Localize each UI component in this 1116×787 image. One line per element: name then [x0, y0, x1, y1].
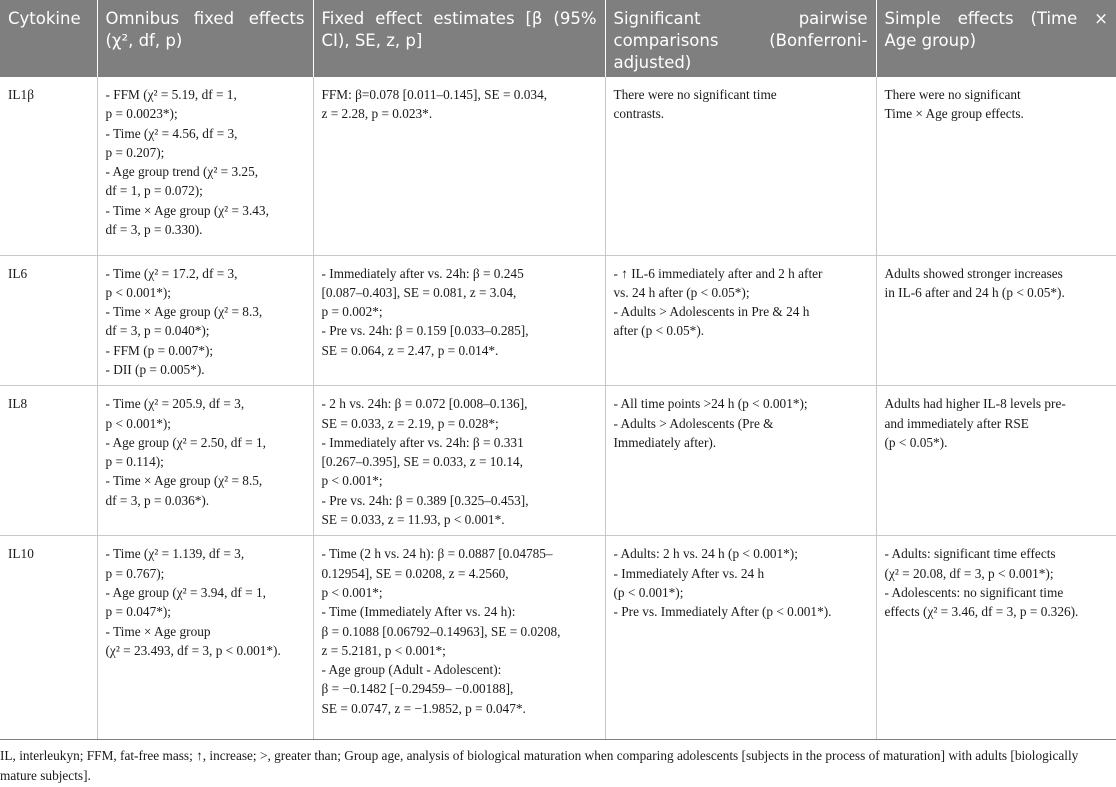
- cell-line: β = 0.1088 [0.06792–0.14963], SE = 0.0208,: [321, 623, 561, 639]
- cell-line: df = 3, p = 0.330).: [105, 222, 203, 238]
- cell-line: - Time (χ² = 4.56, df = 3,: [105, 125, 238, 141]
- cell-line: - Adults > Adolescents (Pre &: [613, 415, 774, 431]
- estimates-cell: [313, 255, 605, 386]
- cell-line: after (p < 0.05*).: [613, 323, 705, 339]
- omnibus-cell: [97, 536, 313, 740]
- simple-effects-cell: [876, 536, 1116, 740]
- cell-line: (χ² = 20.08, df = 3, p < 0.001*);: [884, 565, 1054, 581]
- pairwise-cell: [605, 77, 876, 255]
- cell-line: There were no significant: [884, 87, 1021, 102]
- table-footnote: IL, interleukyn; FFM, fat-free mass; ↑, increase; >, greater than; Group age, analysis of biological maturation when comparing adolescents [subjects in the process of maturation] with adults [biologically mature subjects].: [0, 748, 1079, 783]
- cell-line: [0.267–0.395], SE = 0.033, z = 10.14,: [321, 454, 524, 470]
- cell-line: z = 5.2181, p < 0.001*;: [321, 642, 446, 658]
- cell-line: [0.087–0.403], SE = 0.081, z = 3.04,: [321, 284, 517, 300]
- header-omnibus: Omnibus fixed effects (χ², df, p): [97, 0, 313, 77]
- cell-line: in IL-6 after and 24 h (p < 0.05*).: [884, 284, 1065, 300]
- cytokine-cell: IL8: [0, 386, 97, 536]
- pairwise-cell: [605, 386, 876, 536]
- simple-effects-cell: [876, 77, 1116, 255]
- cell-line: (χ² = 23.493, df = 3, p < 0.001*).: [105, 642, 281, 658]
- cell-line: z = 2.28, p = 0.023*.: [321, 106, 433, 122]
- cell-line: - DII (p = 0.005*).: [105, 361, 205, 377]
- cell-line: - Adults > Adolescents in Pre & 24 h: [613, 304, 810, 320]
- cell-line: - Time × Age group: [105, 623, 211, 639]
- cell-line: contrasts.: [613, 106, 665, 122]
- header-pairwise: Significant pairwise comparisons (Bonferroni-adjusted): [605, 0, 876, 77]
- cell-line: 0.12954], SE = 0.0208, z = 4.2560,: [321, 565, 509, 581]
- omnibus-cell: [97, 255, 313, 386]
- cell-line: - Age group (Adult - Adolescent):: [321, 662, 502, 678]
- estimates-cell: [313, 536, 605, 740]
- cytokine-cell: IL1β: [0, 77, 97, 255]
- cell-line: df = 1, p = 0.072);: [105, 183, 203, 199]
- cell-line: - Time (χ² = 1.139, df = 3,: [105, 546, 245, 562]
- cell-line: - Pre vs. 24h: β = 0.389 [0.325–0.453],: [321, 492, 529, 508]
- cell-line: df = 3, p = 0.036*).: [105, 492, 210, 508]
- cell-line: - Pre vs. Immediately After (p < 0.001*).: [613, 604, 832, 620]
- simple-effects-cell: [876, 386, 1116, 536]
- cytokine-cell: IL10: [0, 536, 97, 740]
- cell-line: Adults had higher IL-8 levels pre-: [884, 396, 1066, 412]
- cell-line: p < 0.001*;: [321, 473, 383, 489]
- cell-line: and immediately after RSE: [884, 415, 1029, 431]
- cell-line: - Age group (χ² = 3.94, df = 1,: [105, 584, 266, 600]
- cell-line: SE = 0.064, z = 2.47, p = 0.014*.: [321, 342, 499, 358]
- cell-line: - Time (χ² = 205.9, df = 3,: [105, 396, 245, 412]
- cell-line: - Pre vs. 24h: β = 0.159 [0.033–0.285],: [321, 323, 529, 339]
- header-row: [0, 0, 1116, 77]
- cell-line: β = −0.1482 [−0.29459– −0.00188],: [321, 681, 514, 697]
- cell-line: p < 0.001*);: [105, 284, 171, 300]
- cell-line: p < 0.001*;: [321, 584, 383, 600]
- header-estimates: Fixed effect estimates [β (95% CI), SE, z, p]: [313, 0, 605, 77]
- cell-line: df = 3, p = 0.040*);: [105, 323, 210, 339]
- cell-line: p = 0.047*);: [105, 604, 171, 620]
- cell-line: p = 0.002*;: [321, 304, 383, 320]
- cell-line: - Time × Age group (χ² = 3.43,: [105, 202, 269, 218]
- cell-line: FFM: β=0.078 [0.011–0.145], SE = 0.034,: [321, 87, 548, 102]
- cell-line: - Immediately After vs. 24 h: [613, 565, 765, 581]
- cell-line: Time × Age group effects.: [884, 106, 1024, 122]
- cell-line: (p < 0.05*).: [884, 434, 948, 450]
- header-simple-effects: Simple effects (Time × Age group): [876, 0, 1116, 77]
- cell-line: - Age group (χ² = 2.50, df = 1,: [105, 434, 266, 450]
- cell-line: - Age group trend (χ² = 3.25,: [105, 164, 259, 180]
- cell-line: effects (χ² = 3.46, df = 3, p = 0.326).: [884, 604, 1079, 620]
- table-row: [0, 77, 1116, 255]
- cell-line: - Time (2 h vs. 24 h): β = 0.0887 [0.04785–: [321, 546, 553, 562]
- cell-line: vs. 24 h after (p < 0.05*);: [613, 284, 750, 300]
- cell-line: p < 0.001*);: [105, 415, 171, 431]
- cell-line: - Time × Age group (χ² = 8.5,: [105, 473, 263, 489]
- omnibus-cell: [97, 77, 313, 255]
- cell-line: p = 0.207);: [105, 144, 165, 160]
- cell-line: - Adults: significant time effects: [884, 546, 1056, 562]
- omnibus-cell: [97, 386, 313, 536]
- cell-line: Immediately after).: [613, 434, 717, 450]
- cell-line: - FFM (χ² = 5.19, df = 1,: [105, 87, 237, 102]
- cell-line: SE = 0.033, z = 11.93, p < 0.001*.: [321, 512, 505, 528]
- cell-line: - ↑ IL-6 immediately after and 2 h after: [613, 265, 823, 281]
- cell-line: (p < 0.001*);: [613, 584, 684, 600]
- cell-line: - All time points >24 h (p < 0.001*);: [613, 396, 808, 412]
- simple-effects-cell: [876, 255, 1116, 386]
- cell-line: p = 0.114);: [105, 454, 164, 470]
- table-row: [0, 536, 1116, 740]
- cell-line: SE = 0.033, z = 2.19, p = 0.028*;: [321, 415, 499, 431]
- cell-line: - Time (Immediately After vs. 24 h):: [321, 604, 516, 620]
- cell-line: Adults showed stronger increases: [884, 265, 1063, 281]
- cell-line: - FFM (p = 0.007*);: [105, 342, 214, 358]
- cell-line: p = 0.0023*);: [105, 106, 178, 122]
- cell-line: - Immediately after vs. 24h: β = 0.245: [321, 265, 524, 281]
- cell-line: There were no significant time: [613, 87, 777, 102]
- cell-line: p = 0.767);: [105, 565, 165, 581]
- header-cytokine: Cytokine: [0, 0, 97, 77]
- cell-line: - Adults: 2 h vs. 24 h (p < 0.001*);: [613, 546, 798, 562]
- cell-line: - Immediately after vs. 24h: β = 0.331: [321, 434, 524, 450]
- cell-line: - 2 h vs. 24h: β = 0.072 [0.008–0.136],: [321, 396, 528, 412]
- table-row: [0, 255, 1116, 386]
- cell-line: - Adolescents: no significant time: [884, 584, 1064, 600]
- pairwise-cell: [605, 255, 876, 386]
- estimates-cell: [313, 386, 605, 536]
- table-row: [0, 386, 1116, 536]
- cell-line: - Time × Age group (χ² = 8.3,: [105, 304, 263, 320]
- cell-line: SE = 0.0747, z = −1.9852, p = 0.047*.: [321, 700, 526, 716]
- pairwise-cell: [605, 536, 876, 740]
- estimates-cell: [313, 77, 605, 255]
- cytokine-cell: IL6: [0, 255, 97, 386]
- cell-line: - Time (χ² = 17.2, df = 3,: [105, 265, 238, 281]
